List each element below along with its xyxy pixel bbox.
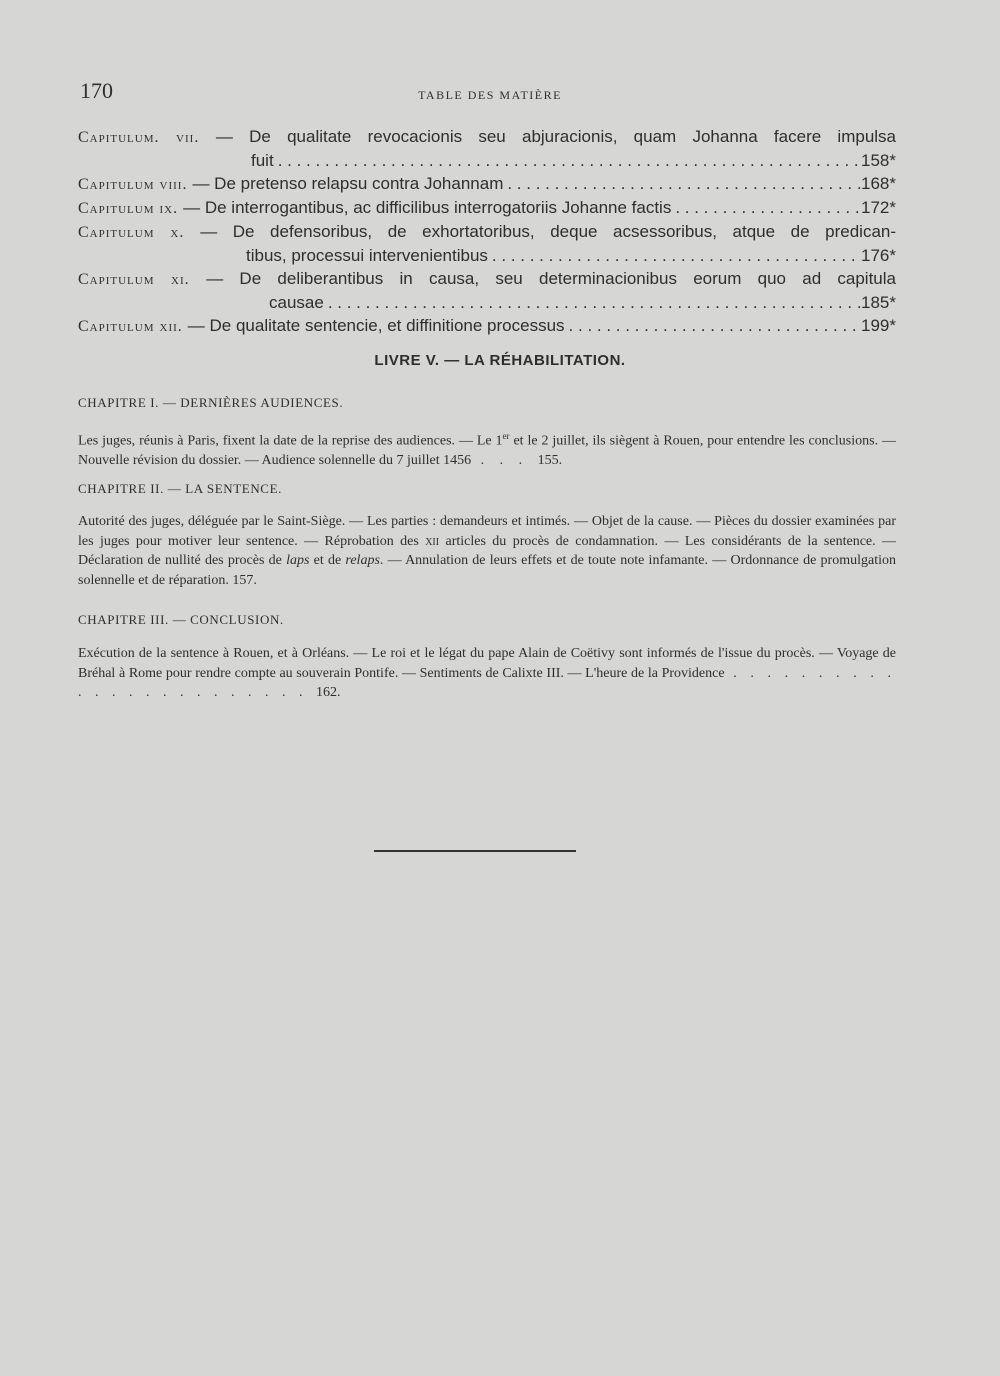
chapter-summary: Autorité des juges, déléguée par le Saint-Siège. — Les parties : demandeurs et intimés. — Objet de la cause. — Pièces du dossier examinées par les juges pour motiver leur sentence. — Réprobation des xii articles du procès de condamnation. — Les considérants de la sentence. — Déclaration de nullité des procès de laps et de relaps. — Annulation de leurs effets et de toute note infamante. — Ordonnance de promulgation solennelle et de réparation. 157.	[78, 514, 897, 588]
toc-entry-title-continued: tibus, processui intervenientibus	[246, 246, 488, 265]
dot-leader	[324, 291, 861, 314]
chapter-heading: CHAPITRE III. — CONCLUSION.	[78, 612, 284, 627]
running-head: TABLE DES MATIÈRE	[418, 88, 562, 102]
dot-leader: . . .	[471, 453, 538, 469]
toc-entry-title-continued: fuit	[251, 151, 274, 170]
toc-entry: Capitulum xi. — De deliberantibus in causa, seu determinacionibus eorum quo ad capitula causae . . . 185*	[78, 267, 896, 314]
toc-entry: Capitulum viii. — De pretenso relapsu contra Johannam . . . 168*	[78, 172, 896, 196]
capitulum-number: x	[170, 224, 180, 241]
chapter-page-number: 162.	[316, 685, 341, 700]
capitulum-label: Capitulum	[78, 200, 155, 217]
dot-leader	[565, 314, 861, 338]
dot-leader: . . . . . . . . . . . . . . . . . . . . . . . .	[78, 665, 897, 700]
chapter-heading: CHAPITRE II. — LA SENTENCE.	[78, 481, 282, 496]
page-header	[80, 78, 900, 108]
chapter-page-number: 155.	[537, 453, 563, 469]
toc-page-number: 176*	[861, 246, 896, 265]
capitulum-label: Capitulum	[78, 129, 155, 146]
horizontal-rule	[374, 850, 576, 852]
toc-entry: Capitulum ix. — De interrogantibus, ac difficilibus interrogatoriis Johanne factis . . . 172*	[78, 196, 896, 220]
toc-entry: Capitulum. vii. — De qualitate revocacionis seu abjuracionis, quam Johanna facere impulsa fuit . . . 158*	[78, 125, 896, 172]
table-of-contents	[78, 125, 896, 338]
page-number: 170	[80, 78, 113, 103]
chapter-summary: Exécution de la sentence à Rouen, et à Orléans. — Le roi et le légat du pape Alain de Coëtivy sont informés de l'issue du procès. — Voyage de Bréhal à Rome pour rendre compte au souverain Pontife. — Sentiments de Calixte III. — L'heure de la Providence . . . . . . . . . . . . . . . . . . . . . . . . 162.	[78, 646, 897, 700]
toc-entry-title: — De pretenso relapsu contra Johannam	[192, 174, 504, 193]
dot-leader	[503, 172, 861, 196]
capitulum-number: xii	[159, 318, 178, 335]
toc-page-number: 199*	[861, 316, 896, 335]
toc-entry-title-continued: causae	[269, 293, 324, 312]
toc-entry-title: — De defensoribus, de exhortatoribus, deque acsessoribus, atque de predican-	[200, 222, 897, 241]
section-heading-livre: LIVRE V. — LA RÉHABILITATION.	[374, 352, 626, 369]
dot-leader	[671, 196, 861, 220]
toc-entry-title: — De qualitate revocacionis seu abjuracionis, quam Johanna facere impulsa	[215, 127, 897, 146]
toc-page-number: 172*	[861, 198, 896, 217]
capitulum-label: Capitulum	[78, 271, 155, 288]
toc-page-number: 168*	[861, 174, 896, 193]
capitulum-label: Capitulum	[78, 318, 155, 335]
toc-entry-title: — De deliberantibus in causa, seu determinacionibus eorum quo ad capitula	[206, 269, 896, 288]
capitulum-number: xi	[171, 271, 185, 288]
toc-page-number: 158*	[861, 151, 896, 170]
dot-leader	[274, 149, 861, 172]
toc-page-number: 185*	[861, 293, 896, 312]
chapter-page-number: 157.	[232, 572, 257, 588]
toc-entry-title: — De interrogantibus, ac difficilibus interrogatoriis Johanne factis	[183, 198, 672, 217]
toc-entry: Capitulum x. — De defensoribus, de exhortatoribus, deque acsessoribus, atque de predican- tibus, processui intervenientibus . . . 176*	[78, 220, 896, 267]
capitulum-number: vii	[176, 129, 195, 146]
dot-leader	[488, 244, 861, 267]
capitulum-number: viii	[159, 176, 183, 193]
capitulum-number: ix	[159, 200, 174, 217]
chapter-summary: Les juges, réunis à Paris, fixent la date de la reprise des audiences. — Le 1er et le 2 juillet, ils siègent à Rouen, pour entendre les conclusions. — Nouvelle révision du dossier. — Audience solennelle du 7 juillet 1456 . . . 155.	[78, 431, 896, 469]
toc-entry-title: — De qualitate sentencie, et diffinitione processus	[187, 316, 565, 335]
capitulum-label: Capitulum	[78, 224, 155, 241]
chapter-heading: CHAPITRE I. — DERNIÈRES AUDIENCES.	[78, 395, 344, 410]
toc-entry: Capitulum xii. — De qualitate sentencie, et diffinitione processus . . . 199*	[78, 314, 896, 338]
capitulum-label: Capitulum	[78, 176, 155, 193]
